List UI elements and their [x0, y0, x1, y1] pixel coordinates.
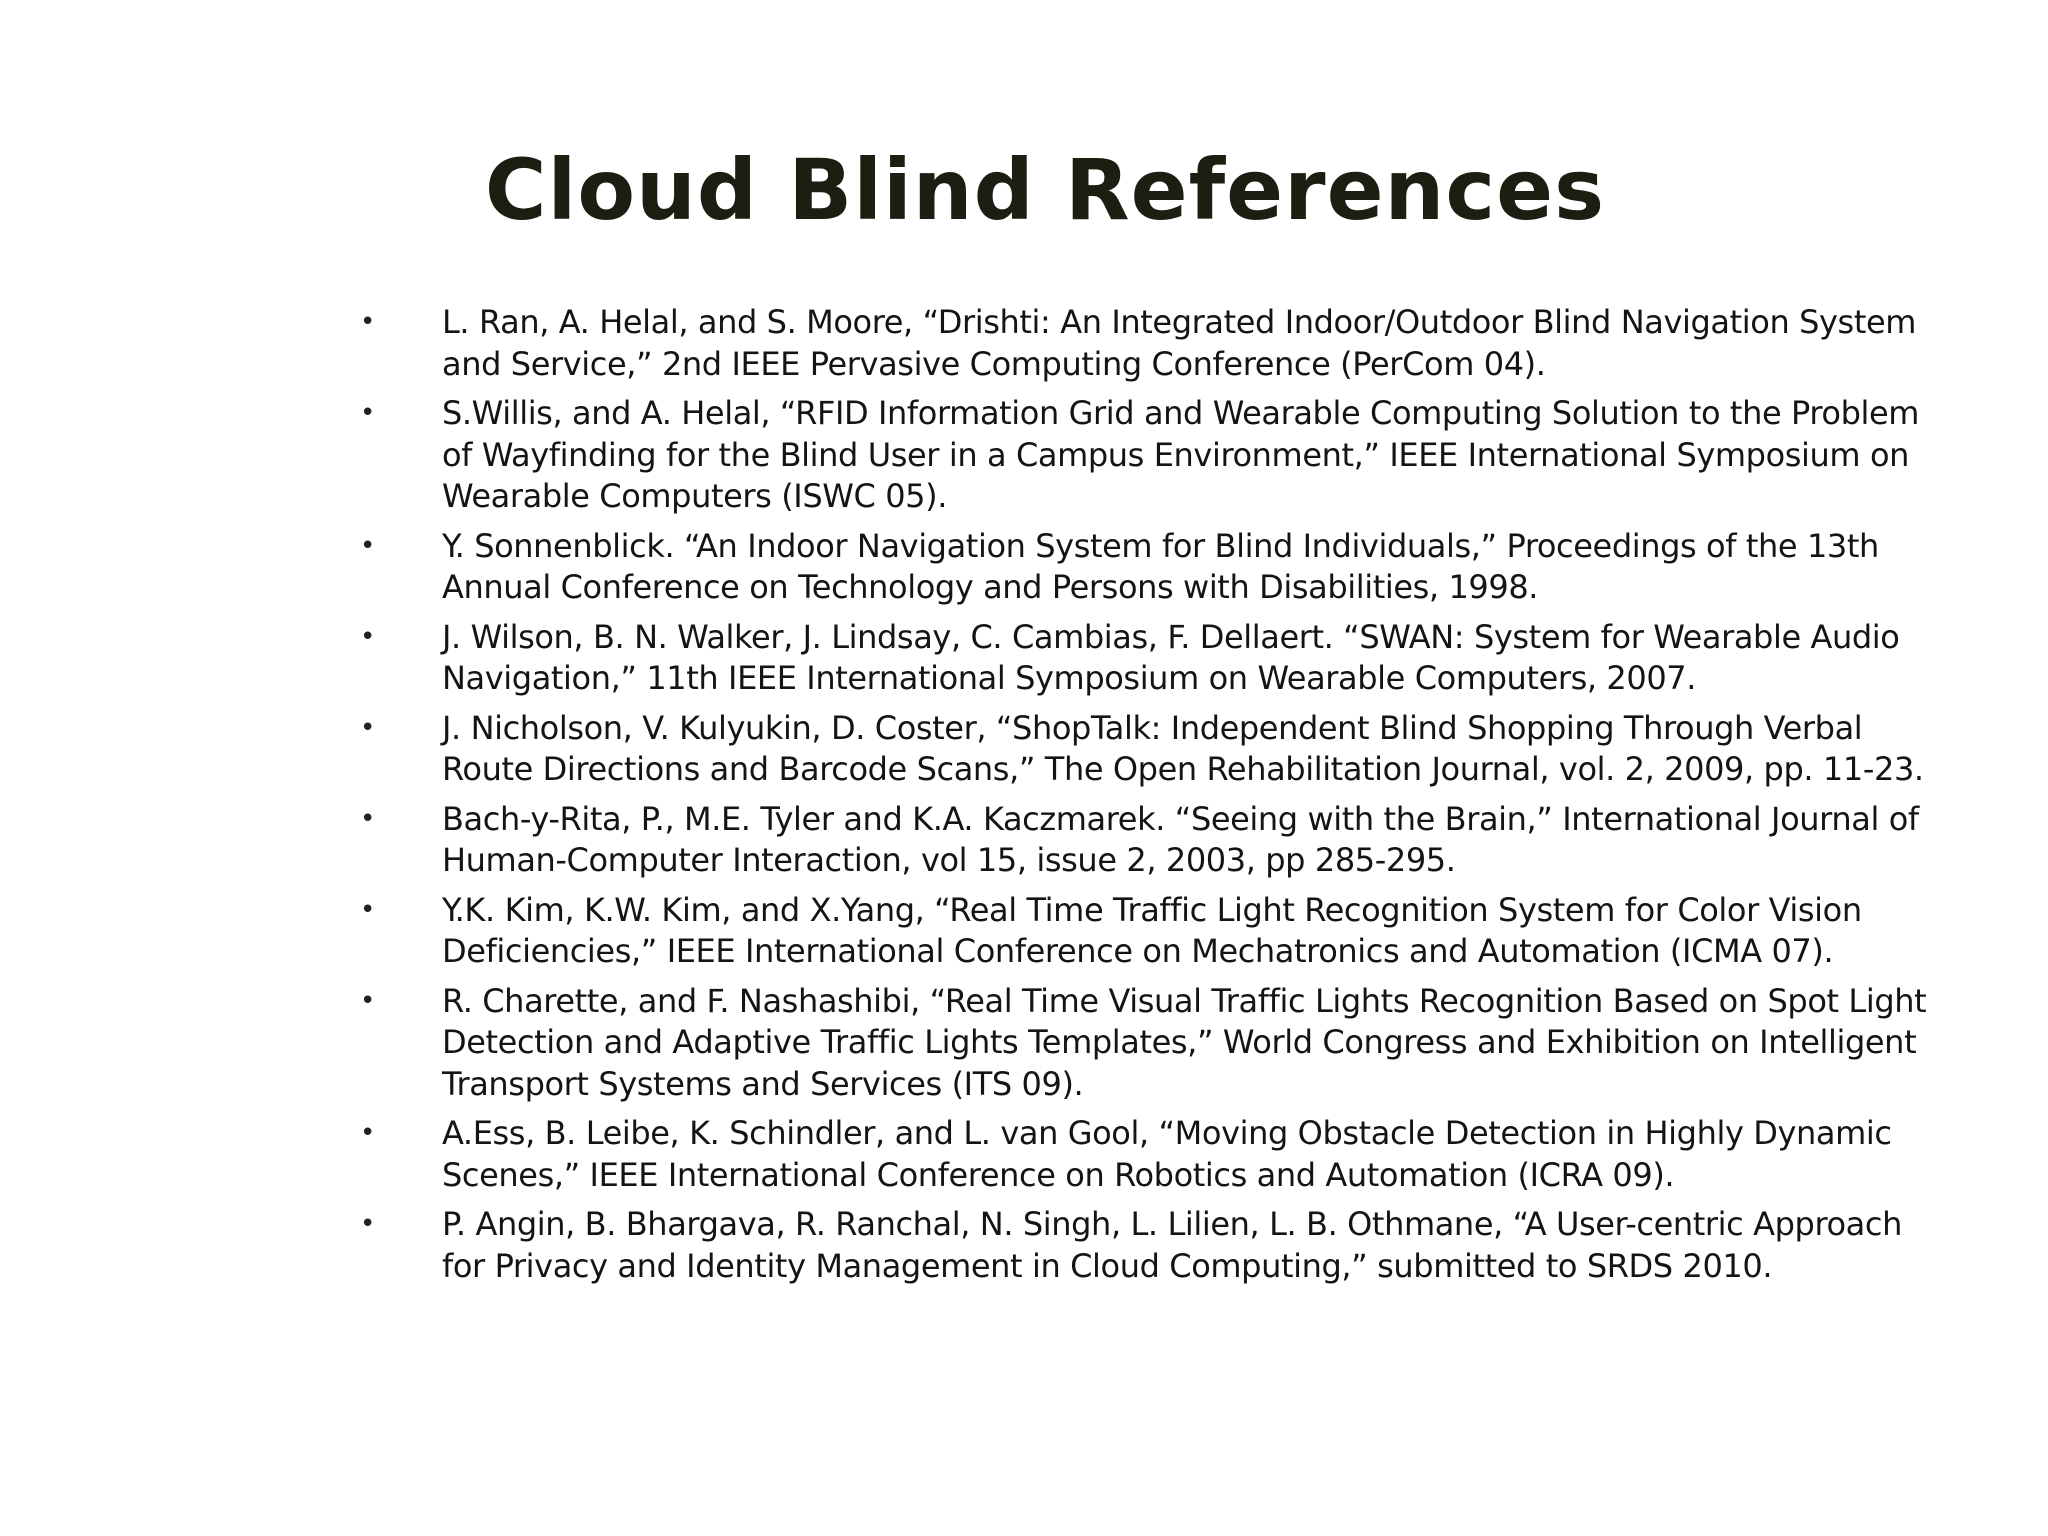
reference-text-line: J. Nicholson, V. Kulyukin, D. Coster, “ShopTalk: Independent Blind Shopping Through Verbal — [442, 708, 1863, 747]
reference-text-line: A.Ess, B. Leibe, K. Schindler, and L. van Gool, “Moving Obstacle Detection in Highly Dynamic — [442, 1114, 1892, 1152]
reference-item — [360, 1113, 2020, 1196]
reference-text-line: for Privacy and Identity Management in Cloud Computing,” submitted to SRDS 2010. — [442, 1246, 1773, 1285]
reference-item — [360, 981, 2020, 1106]
reference-text-line: and Service,” 2nd IEEE Pervasive Computing Conference (PerCom 04). — [442, 344, 1546, 383]
bullet-icon: • — [360, 712, 375, 743]
reference-text-line: Navigation,” 11th IEEE International Symposium on Wearable Computers, 2007. — [442, 659, 1697, 697]
reference-text-line: Y. Sonnenblick. “An Indoor Navigation System for Blind Individuals,” Proceedings of the 13th — [442, 526, 1879, 565]
reference-text-line: Bach-y-Rita, P., M.E. Tyler and K.A. Kaczmarek. “Seeing with the Brain,” International Journal of — [442, 799, 1919, 838]
reference-item — [360, 1204, 2020, 1287]
reference-text-line: J. Wilson, B. N. Walker, J. Lindsay, C. Cambias, F. Dellaert. “SWAN: System for Wearable Audio — [442, 617, 1900, 656]
reference-item — [360, 302, 2020, 385]
reference-item — [360, 890, 2020, 973]
reference-text-line: L. Ran, A. Helal, and S. Moore, “Drishti: An Integrated Indoor/Outdoor Blind Navigation System — [442, 303, 1917, 341]
bullet-icon: • — [360, 1118, 375, 1148]
reference-item — [360, 393, 2020, 518]
bullet-icon: • — [360, 803, 375, 834]
reference-text-line: Transport Systems and Services (ITS 09). — [442, 1064, 1084, 1103]
reference-text-line: of Wayfinding for the Blind User in a Campus Environment,” IEEE International Symposium on — [442, 435, 1910, 474]
reference-item — [360, 526, 2020, 609]
reference-item — [360, 708, 2020, 791]
bullet-icon: • — [360, 307, 375, 337]
reference-text-line: Human-Computer Interaction, vol 15, issue 2, 2003, pp 285-295. — [442, 841, 1456, 879]
reference-text-line: R. Charette, and F. Nashashibi, “Real Time Visual Traffic Lights Recognition Based on Spot Light — [442, 981, 1927, 1020]
reference-item — [360, 617, 2020, 700]
reference-text-line: Y.K. Kim, K.W. Kim, and X.Yang, “Real Time Traffic Light Recognition System for Color Vision — [442, 890, 1862, 929]
reference-text-line: Wearable Computers (ISWC 05). — [442, 477, 947, 515]
reference-text-line: Deficiencies,” IEEE International Conference on Mechatronics and Automation (ICMA 07). — [442, 932, 1834, 970]
reference-text-line: S.Willis, and A. Helal, “RFID Information Grid and Wearable Computing Solution to the Problem — [442, 394, 1920, 432]
reference-text-line: P. Angin, B. Bhargava, R. Ranchal, N. Singh, L. Lilien, L. B. Othmane, “A User-centric Approach — [442, 1205, 1902, 1243]
reference-text-line: Route Directions and Barcode Scans,” The Open Rehabilitation Journal, vol. 2, 2009, pp. 11-23. — [442, 750, 1924, 788]
bullet-icon: • — [360, 1209, 375, 1239]
reference-text-line: Scenes,” IEEE International Conference on Robotics and Automation (ICRA 09). — [442, 1155, 1675, 1194]
bullet-icon: • — [360, 621, 375, 652]
reference-list — [360, 302, 2020, 1295]
bullet-icon: • — [360, 530, 375, 561]
bullet-icon: • — [360, 398, 375, 428]
bullet-icon: • — [360, 985, 375, 1016]
reference-item — [360, 799, 2020, 882]
reference-text-line: Annual Conference on Technology and Persons with Disabilities, 1998. — [442, 568, 1539, 606]
reference-text-line: Detection and Adaptive Traffic Lights Templates,” World Congress and Exhibition on Intelligent — [442, 1023, 1917, 1061]
bullet-icon: • — [360, 894, 375, 925]
slide-title: Cloud Blind References — [484, 141, 1606, 239]
